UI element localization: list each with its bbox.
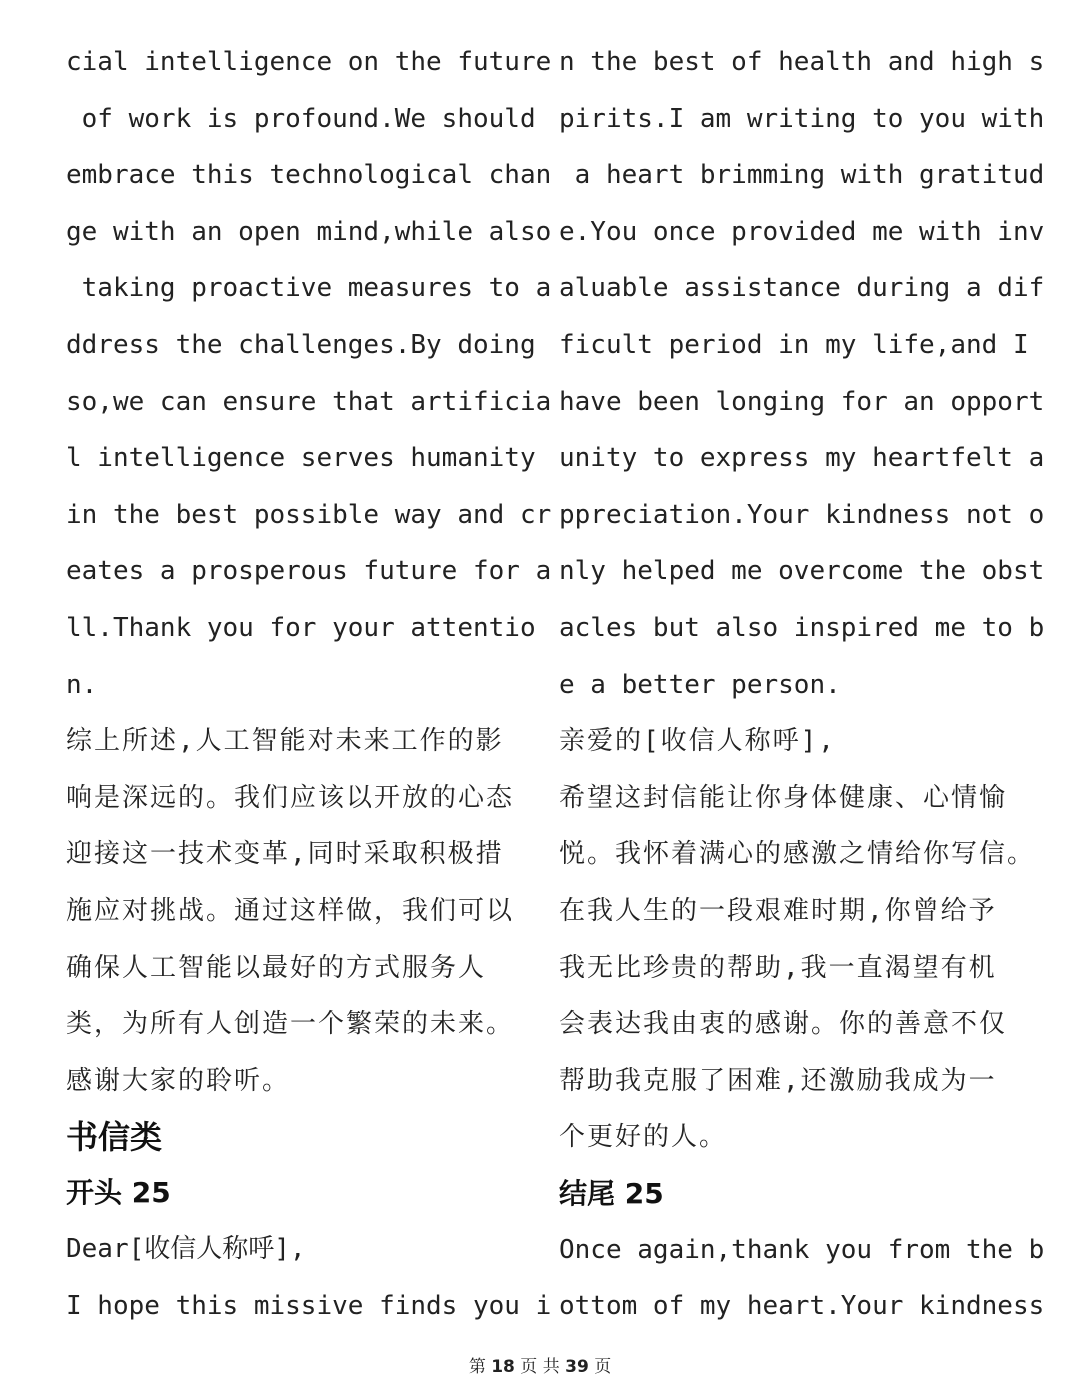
text-line: 类，为所有人创造一个繁荣的未来。 <box>66 1009 515 1040</box>
text-line: 响是深远的。我们应该以开放的心态 <box>66 782 515 813</box>
footer-suffix: 页 <box>594 1357 612 1377</box>
text-line: Dear[收信人称呼], <box>66 1234 306 1265</box>
text-line: e a better person. <box>559 669 841 700</box>
text-line: eates a prosperous future for a <box>66 556 552 587</box>
right-column <box>559 34 1045 1335</box>
text-line: ppreciation.Your kindness not o <box>559 499 1045 530</box>
text-line: 确保人工智能以最好的方式服务人 <box>66 952 487 983</box>
text-line: acles but also inspired me to b <box>559 612 1045 643</box>
page-footer <box>0 1352 1080 1377</box>
text-line: ge with an open mind,while also <box>66 216 552 247</box>
text-line: 在我人生的一段艰难时期,你曾给予 <box>559 895 997 926</box>
text-line: I hope this missive finds you i <box>66 1290 552 1321</box>
text-line: 个更好的人。 <box>559 1122 728 1153</box>
letter-closing <box>559 1222 1045 1335</box>
closing-heading: 结尾 25 <box>559 1176 664 1210</box>
text-line: nly helped me overcome the obst <box>559 556 1045 587</box>
text-line: ll.Thank you for your attentio <box>66 612 536 643</box>
text-line: l intelligence serves humanity <box>66 443 536 474</box>
text-line: a heart brimming with gratitud <box>559 160 1045 191</box>
text-line: in the best possible way and cr <box>66 499 552 530</box>
opening-heading: 开头 25 <box>66 1176 171 1210</box>
speech-conclusion-english <box>66 34 552 713</box>
section-heading: 书信类 <box>66 1118 163 1157</box>
text-line: 综上所述,人工智能对未来工作的影 <box>66 726 504 757</box>
letter-opening-chinese <box>559 713 1036 1166</box>
text-line: 亲爱的[收信人称呼], <box>559 726 836 757</box>
text-line: 我无比珍贵的帮助,我一直渴望有机 <box>559 952 997 983</box>
footer-middle: 页 共 <box>520 1357 560 1377</box>
text-line: have been longing for an opport <box>559 386 1045 417</box>
text-line: n the best of health and high s <box>559 47 1045 77</box>
text-line: so,we can ensure that artificia <box>66 386 552 417</box>
text-line: 会表达我由衷的感谢。你的善意不仅 <box>559 1009 1008 1040</box>
text-line: unity to express my heartfelt a <box>559 443 1045 474</box>
text-line: 施应对挑战。通过这样做，我们可以 <box>66 895 515 926</box>
text-line: e.You once provided me with inv <box>559 216 1045 247</box>
text-line: of work is profound.We should <box>66 103 536 134</box>
total-pages-number: 39 <box>565 1357 589 1377</box>
left-column <box>66 34 552 1334</box>
text-line: n. <box>66 669 98 700</box>
speech-conclusion-chinese <box>66 713 526 1109</box>
letter-opening-english <box>559 34 1045 713</box>
text-line: 悦。我怀着满心的感激之情给你写信。 <box>559 839 1036 870</box>
text-line: aluable assistance during a dif <box>559 273 1045 304</box>
text-line: cial intelligence on the future <box>66 47 552 77</box>
text-line: ficult period in my life,and I <box>559 329 1029 360</box>
footer-prefix: 第 <box>468 1357 486 1377</box>
text-line: 希望这封信能让你身体健康、心情愉 <box>559 782 1008 813</box>
text-line: Once again,thank you from the b <box>559 1234 1045 1265</box>
text-line: ddress the challenges.By doing <box>66 329 536 360</box>
text-line: pirits.I am writing to you with <box>559 103 1045 134</box>
text-line: 帮助我克服了困难,还激励我成为一 <box>559 1065 997 1096</box>
current-page-number: 18 <box>491 1357 515 1377</box>
text-line: 迎接这一技术变革,同时采取积极措 <box>66 839 504 870</box>
text-line: taking proactive measures to a <box>66 273 552 304</box>
text-line: 感谢大家的聆听。 <box>66 1065 291 1096</box>
letter-opening <box>66 1221 552 1334</box>
text-line: ottom of my heart.Your kindness <box>559 1291 1045 1322</box>
text-line: embrace this technological chan <box>66 160 552 191</box>
